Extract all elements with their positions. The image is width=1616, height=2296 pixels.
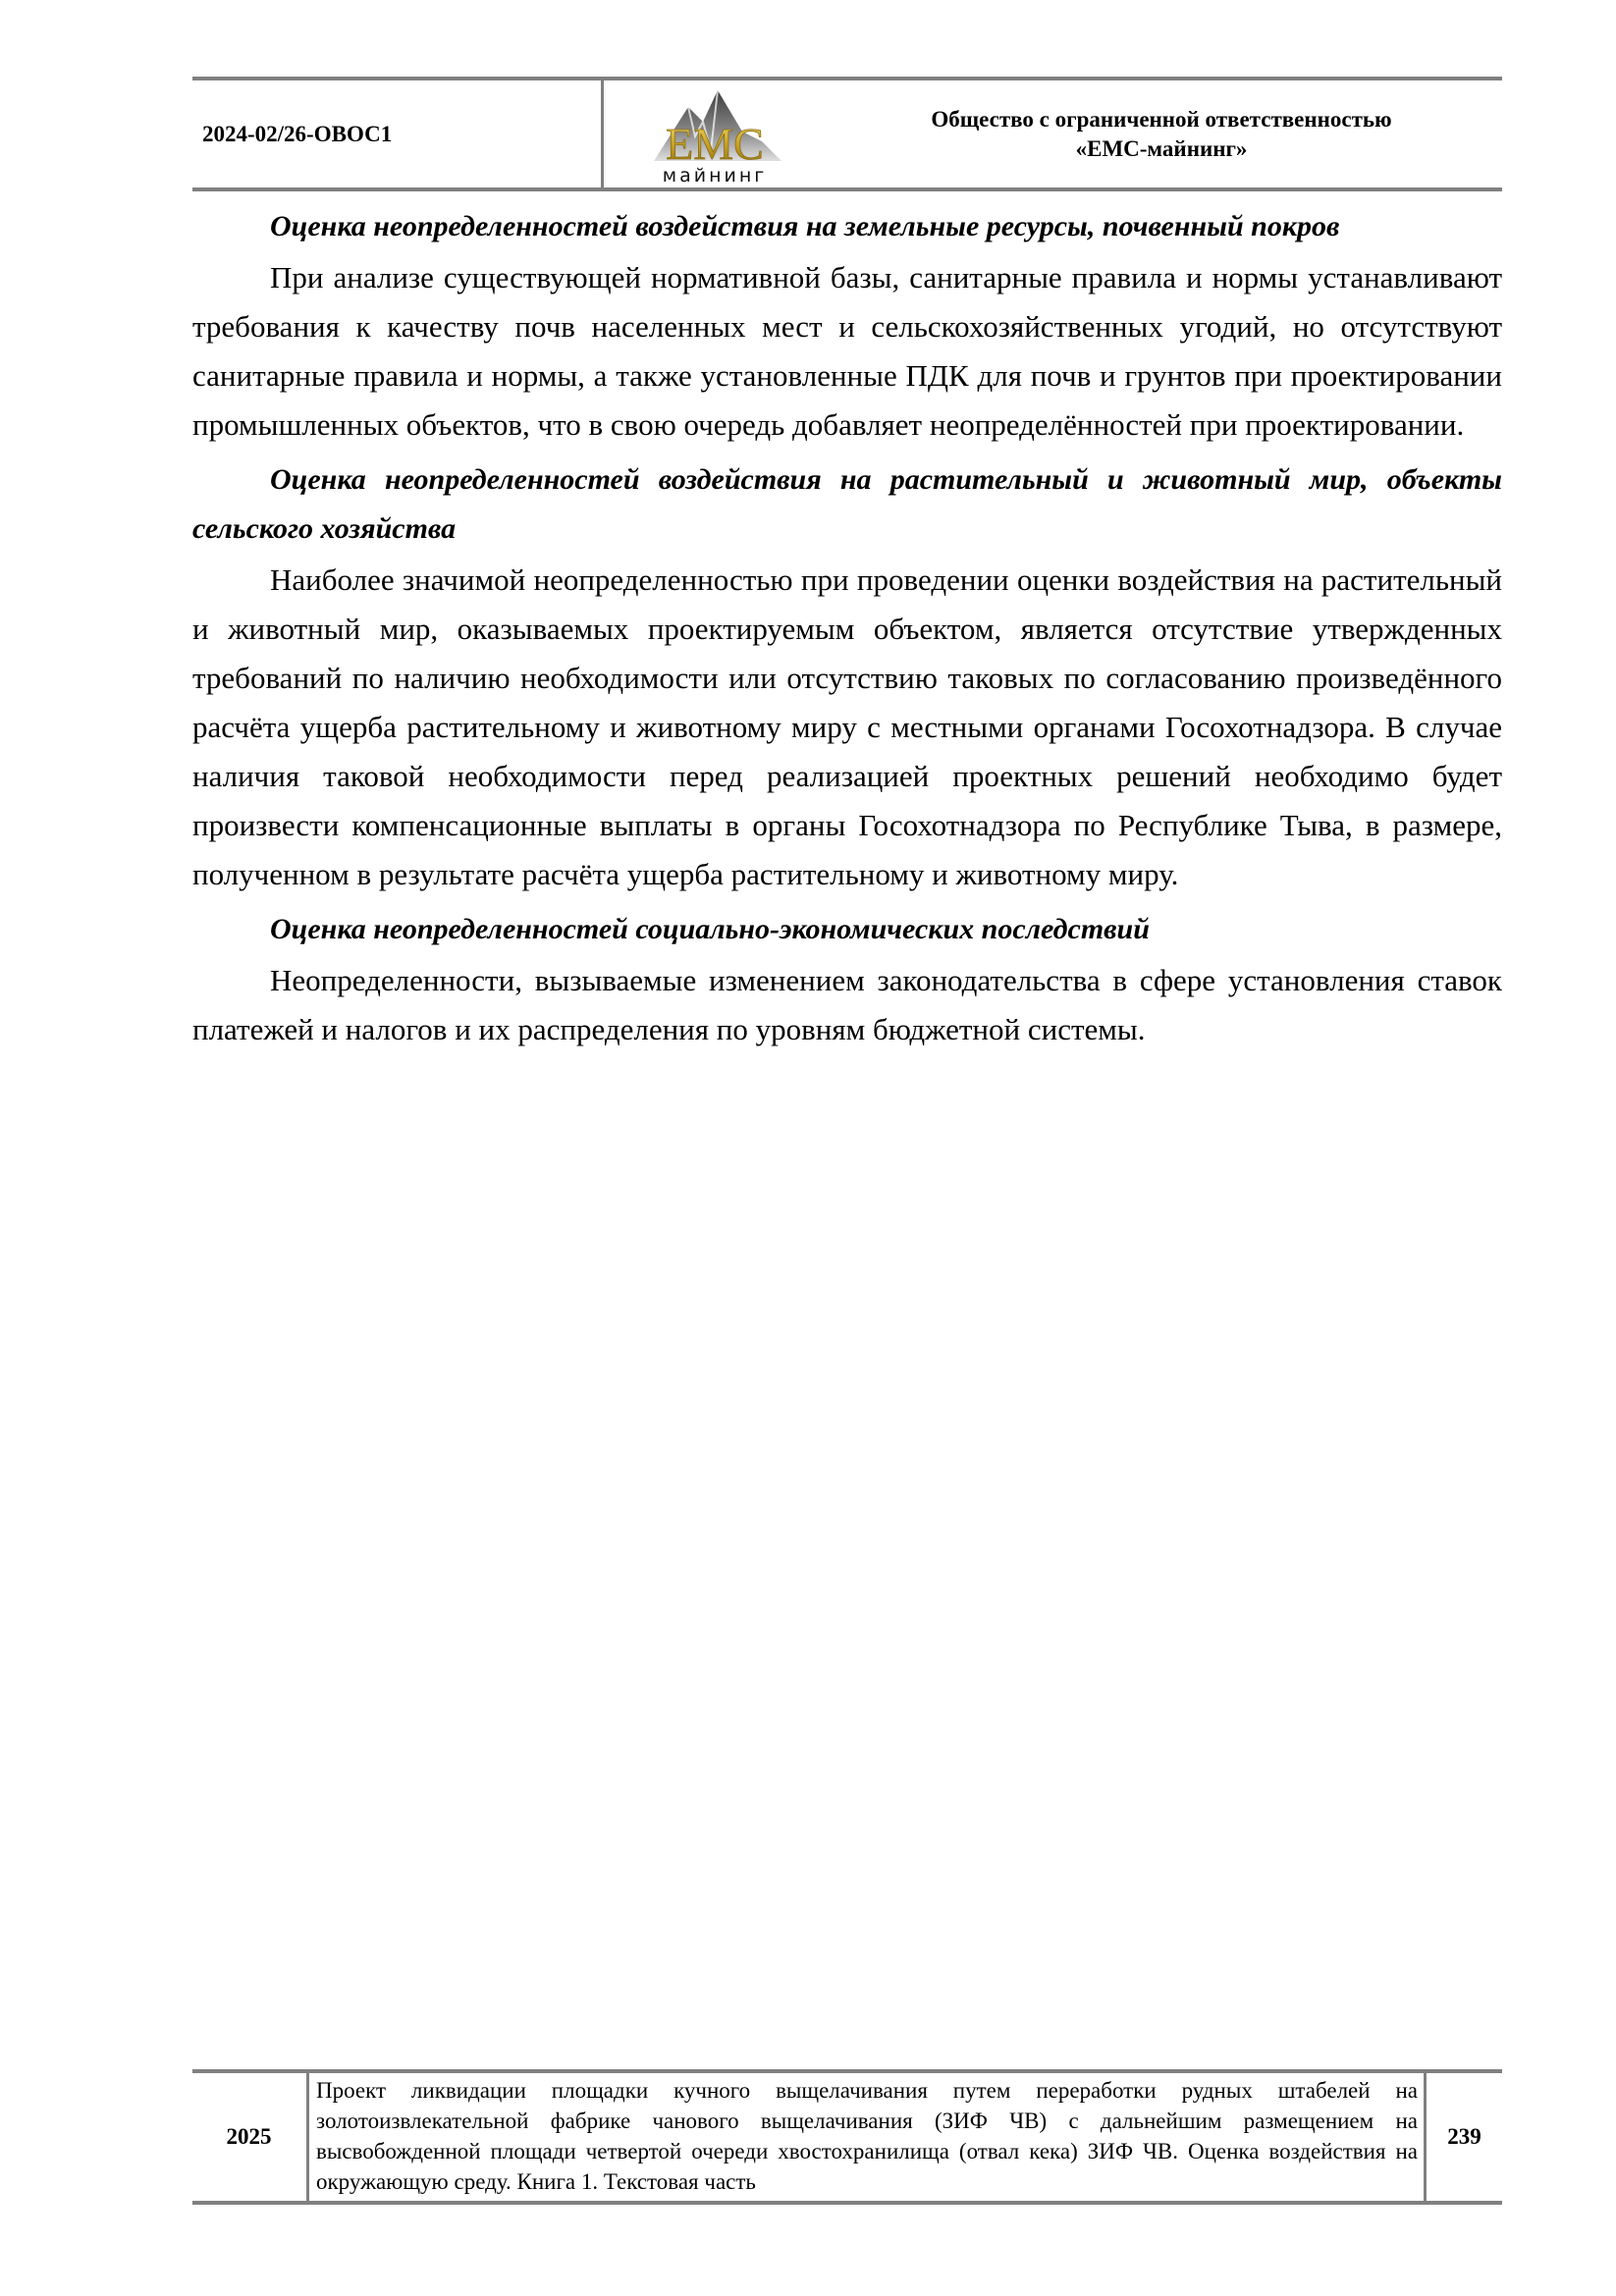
header-divider	[601, 80, 604, 187]
logo-text-sub: майнинг	[662, 165, 768, 187]
section-paragraph: Наиболее значимой неопределенностью при проведении оценки воздействия на растительный и животный мир, оказываемых проектируемым объектом, является отсутствие утвержденных требований по наличию необходимости или отсутствию таковых по согласованию произведённого расчёта ущерба растительному и животному миру с местными органами Госохотнадзора. В случае наличия таковой необходимости перед реализацией проектных решений необходимо будет произвести компенсационные выплаты в органы Госохотнадзора по Республике Тыва, в размере, полученном в результате расчёта ущерба растительному и животному миру.	[192, 562, 1502, 891]
company-logo	[634, 82, 796, 187]
logo-mountain-icon	[634, 82, 796, 187]
page-number: 239	[1447, 2124, 1481, 2149]
section-heading: Оценка неопределенностей воздействия на растительный и животный мир, объекты сельского хозяйства	[192, 463, 1502, 545]
page-footer	[192, 2069, 1502, 2205]
section-paragraph: При анализе существующей нормативной базы, санитарные правила и нормы устанавливают требования к качеству почв населенных мест и сельскохозяйственных угодий, но отсутствуют санитарные правила и нормы, а также установленные ПДК для почв и грунтов при проектировании промышленных объектов, что в свою очередь добавляет неопределённостей при проектировании.	[192, 260, 1502, 442]
section-heading: Оценка неопределенностей социально-экономических последствий	[270, 913, 1150, 945]
footer-project-description: Проект ликвидации площадки кучного выщелачивания путем переработки рудных штабелей на золотоизвлекательной фабрике чанового выщелачивания (ЗИФ ЧВ) с дальнейшим размещением на высвобожденной площади четвертой очереди хвостохранилища (отвал кека) ЗИФ ЧВ. Оценка воздействия на окружающую среду. Книга 1. Текстовая часть	[316, 2078, 1418, 2194]
section-paragraph: Неопределенности, вызываемые изменением законодательства в сфере установления ставок платежей и налогов и их распределения по уровням бюджетной системы.	[192, 963, 1502, 1046]
organization-line-2: «ЕМС-майнинг»	[1075, 135, 1248, 161]
organization-line-1: Общество с ограниченной ответственностью	[931, 106, 1392, 132]
page-header	[192, 77, 1502, 191]
footer-year: 2025	[226, 2124, 272, 2149]
section-heading: Оценка неопределенностей воздействия на земельные ресурсы, почвенный покров	[270, 210, 1340, 242]
document-body	[192, 202, 1502, 1054]
logo-text-main: EMC	[666, 119, 764, 169]
organization-name	[821, 80, 1502, 187]
footer-divider	[306, 2073, 309, 2201]
document-code: 2024-02/26-ОВОС1	[202, 121, 393, 146]
